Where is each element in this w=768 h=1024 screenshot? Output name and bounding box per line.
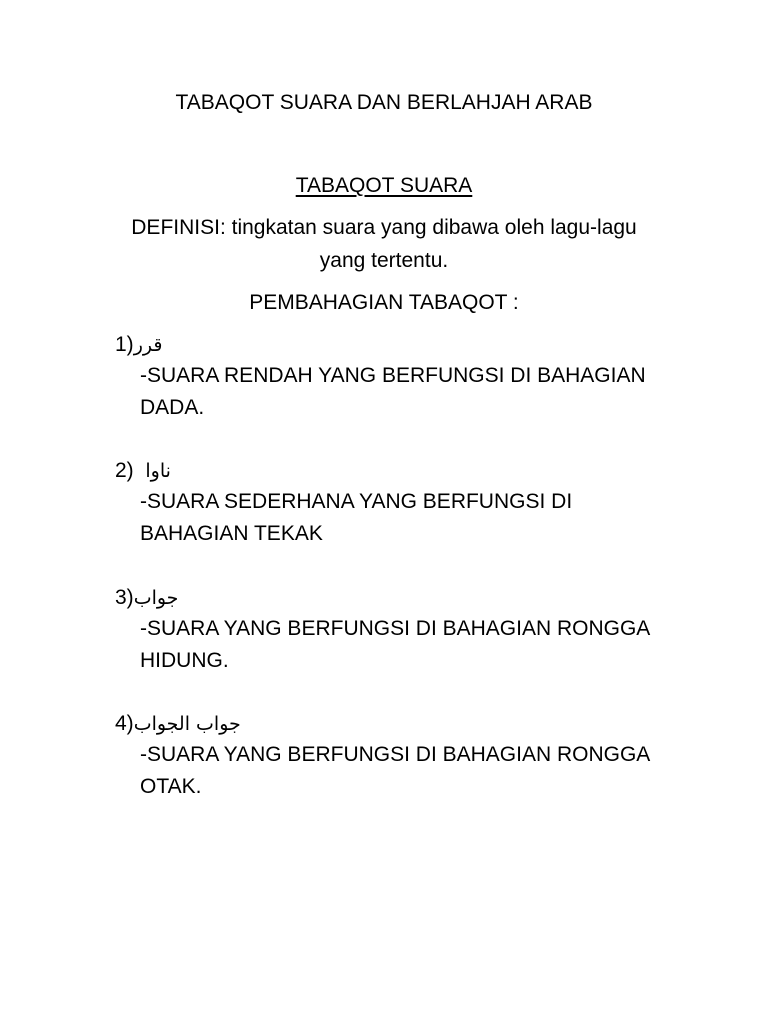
list-item-3-desc-line-2: HIDUNG. (140, 649, 229, 672)
list-item-3-header (115, 585, 178, 611)
division-heading: PEMBAHAGIAN TABAQOT : (249, 291, 519, 314)
list-item-1-desc-line-2: DADA. (140, 396, 205, 419)
definition-line-2: yang tertentu. (319, 249, 449, 272)
document-title: TABAQOT SUARA DAN BERLAHJAH ARAB (175, 91, 593, 114)
section-heading-text: TABAQOT SUARA (295, 174, 473, 197)
list-item-2-desc-line-2: BAHAGIAN TEKAK (140, 522, 323, 545)
list-item-4-header (115, 711, 241, 737)
item-number: 2) (115, 459, 134, 482)
item-arabic-term: قرر (133, 334, 163, 356)
list-item-1-header (115, 332, 162, 358)
item-arabic-term: ناوا (145, 460, 171, 482)
item-arabic-term: جواب (133, 587, 179, 609)
item-number: 4) (115, 712, 134, 735)
list-item-4-desc-line-1: -SUARA YANG BERFUNGSI DI BAHAGIAN RONGGA (140, 743, 651, 766)
section-heading (0, 173, 768, 199)
item-arabic-term: جواب الجواب (133, 713, 241, 735)
list-item-2-desc-line-1: -SUARA SEDERHANA YANG BERFUNGSI DI (140, 490, 573, 513)
list-item-3-desc-line-1: -SUARA YANG BERFUNGSI DI BAHAGIAN RONGGA (140, 617, 651, 640)
list-item-4-desc-line-2: OTAK. (140, 775, 202, 798)
item-number: 3) (115, 586, 134, 609)
list-item-2-header (115, 458, 171, 484)
list-item-1-desc-line-1: -SUARA RENDAH YANG BERFUNGSI DI BAHAGIAN (140, 364, 646, 387)
definition-line-1: DEFINISI: tingkatan suara yang dibawa oleh lagu-lagu (131, 216, 637, 239)
item-number: 1) (115, 333, 134, 356)
